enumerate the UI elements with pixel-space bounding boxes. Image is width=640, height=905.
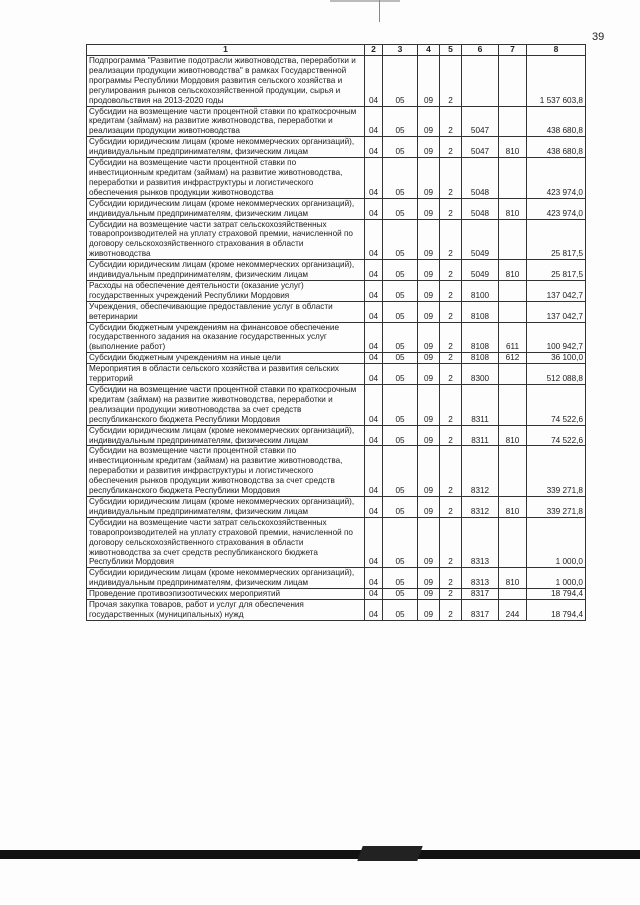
cell-c3: 05 (383, 517, 418, 568)
cell-c7 (499, 280, 527, 301)
table-row (87, 568, 586, 589)
cell-c5: 2 (440, 260, 462, 281)
header-row (87, 45, 586, 56)
cell-c7 (499, 219, 527, 260)
table-row (87, 322, 586, 353)
cell-c5: 2 (440, 353, 462, 364)
table-row (87, 106, 586, 137)
cell-c2: 04 (365, 56, 383, 107)
cell-c3: 05 (383, 158, 418, 199)
cell-c5: 2 (440, 56, 462, 107)
row-description: Субсидии юридическим лицам (кроме некоммерческих организаций), индивидуальным предпринимателям, физическим лицам (87, 260, 365, 281)
cell-c4: 09 (418, 198, 440, 219)
cell-c5: 2 (440, 600, 462, 621)
row-description: Субсидии на возмещение части процентной ставки по инвестиционным кредитам (займам) на развитие животноводства, переработки и развития инфраструктуры и логистического обеспечения рынков продукции животноводства за счет средств республиканского бюджета Республики Мордовия (87, 446, 365, 497)
cell-c3: 05 (383, 219, 418, 260)
cell-c8: 1 000,0 (527, 517, 586, 568)
cell-c3: 05 (383, 496, 418, 517)
cell-c6: 8311 (462, 425, 499, 446)
cell-c3: 05 (383, 425, 418, 446)
table-row (87, 219, 586, 260)
cell-c2: 04 (365, 517, 383, 568)
cell-c7 (499, 589, 527, 600)
table-row (87, 137, 586, 158)
cell-c4: 09 (418, 364, 440, 385)
cell-c8: 423 974,0 (527, 198, 586, 219)
col-header: 2 (365, 45, 383, 56)
cell-c5: 2 (440, 517, 462, 568)
cell-c5: 2 (440, 219, 462, 260)
cell-c5: 2 (440, 137, 462, 158)
cell-c7: 810 (499, 137, 527, 158)
row-description: Мероприятия в области сельского хозяйства и развития сельских территорий (87, 364, 365, 385)
cell-c4: 09 (418, 280, 440, 301)
col-header: 3 (383, 45, 418, 56)
table-row (87, 198, 586, 219)
cell-c8: 512 088,8 (527, 364, 586, 385)
cell-c5: 2 (440, 301, 462, 322)
row-description: Субсидии на возмещение части процентной ставки по краткосрочным кредитам (займам) на развитие животноводства, переработки и реализации продукции животноводства (87, 106, 365, 137)
cell-c7: 810 (499, 425, 527, 446)
cell-c4: 09 (418, 56, 440, 107)
cell-c8: 438 680,8 (527, 106, 586, 137)
cell-c8: 339 271,8 (527, 446, 586, 497)
cell-c3: 05 (383, 198, 418, 219)
cell-c7 (499, 364, 527, 385)
cell-c5: 2 (440, 106, 462, 137)
cell-c2: 04 (365, 446, 383, 497)
cell-c7 (499, 106, 527, 137)
cell-c4: 09 (418, 219, 440, 260)
table-row (87, 446, 586, 497)
cell-c6: 8100 (462, 280, 499, 301)
page-number: 39 (592, 31, 605, 43)
cell-c2: 04 (365, 364, 383, 385)
row-description: Субсидии бюджетным учреждениям на финансовое обеспечение государственного задания на оказание государственных услуг (выполнение работ) (87, 322, 365, 353)
cell-c2: 04 (365, 353, 383, 364)
cell-c7: 810 (499, 260, 527, 281)
cell-c5: 2 (440, 496, 462, 517)
row-description: Субсидии юридическим лицам (кроме некоммерческих организаций), индивидуальным предпринимателям, физическим лицам (87, 496, 365, 517)
cell-c7: 612 (499, 353, 527, 364)
cell-c5: 2 (440, 322, 462, 353)
cell-c8: 25 817,5 (527, 219, 586, 260)
cell-c4: 09 (418, 137, 440, 158)
row-description: Субсидии юридическим лицам (кроме некоммерческих организаций), индивидуальным предпринимателям, физическим лицам (87, 568, 365, 589)
row-description: Субсидии на возмещение части процентной ставки по инвестиционным кредитам (займам) на развитие животноводства, переработки и развития инфраструктуры и логистического обеспечения рынков продукции животноводства (87, 158, 365, 199)
cell-c4: 09 (418, 568, 440, 589)
cell-c5: 2 (440, 158, 462, 199)
cell-c3: 05 (383, 589, 418, 600)
cell-c2: 04 (365, 425, 383, 446)
cell-c6: 8312 (462, 496, 499, 517)
cell-c4: 09 (418, 425, 440, 446)
cell-c4: 09 (418, 517, 440, 568)
cell-c8: 74 522,6 (527, 385, 586, 426)
cell-c4: 09 (418, 446, 440, 497)
cell-c4: 09 (418, 260, 440, 281)
cell-c3: 05 (383, 568, 418, 589)
cell-c5: 2 (440, 364, 462, 385)
cell-c7: 810 (499, 496, 527, 517)
cell-c2: 04 (365, 322, 383, 353)
col-header: 1 (87, 45, 365, 56)
scan-margin-line (379, 0, 380, 22)
cell-c3: 05 (383, 106, 418, 137)
cell-c2: 04 (365, 137, 383, 158)
cell-c6: 8313 (462, 517, 499, 568)
cell-c6: 8108 (462, 353, 499, 364)
cell-c7 (499, 385, 527, 426)
cell-c3: 05 (383, 353, 418, 364)
cell-c6: 5049 (462, 260, 499, 281)
cell-c5: 2 (440, 568, 462, 589)
cell-c5: 2 (440, 198, 462, 219)
cell-c4: 09 (418, 353, 440, 364)
cell-c6: 8317 (462, 600, 499, 621)
cell-c6: 8300 (462, 364, 499, 385)
col-header: 4 (418, 45, 440, 56)
cell-c7 (499, 517, 527, 568)
table-row (87, 425, 586, 446)
cell-c6 (462, 56, 499, 107)
table-row (87, 353, 586, 364)
cell-c6: 5047 (462, 106, 499, 137)
cell-c4: 09 (418, 301, 440, 322)
cell-c3: 05 (383, 301, 418, 322)
cell-c5: 2 (440, 446, 462, 497)
cell-c4: 09 (418, 600, 440, 621)
cell-c4: 09 (418, 589, 440, 600)
table-row (87, 364, 586, 385)
col-header: 8 (527, 45, 586, 56)
table-row (87, 301, 586, 322)
col-header: 7 (499, 45, 527, 56)
row-description: Субсидии на возмещение части процентной ставки по краткосрочным кредитам (займам) на развитие животноводства, переработки и реализации продукции животноводства за счет средств республиканского бюджета Республики Мордовия (87, 385, 365, 426)
cell-c7: 810 (499, 198, 527, 219)
cell-c3: 05 (383, 600, 418, 621)
table-row (87, 158, 586, 199)
table-row (87, 517, 586, 568)
cell-c2: 04 (365, 260, 383, 281)
scan-artifact-top (330, 0, 400, 2)
cell-c6: 8311 (462, 385, 499, 426)
cell-c4: 09 (418, 322, 440, 353)
table-row (87, 600, 586, 621)
cell-c7 (499, 301, 527, 322)
cell-c6: 8312 (462, 446, 499, 497)
cell-c3: 05 (383, 56, 418, 107)
row-description: Субсидии юридическим лицам (кроме некоммерческих организаций), индивидуальным предпринимателям, физическим лицам (87, 137, 365, 158)
row-description: Расходы на обеспечение деятельности (оказание услуг) государственных учреждений Республики Мордовия (87, 280, 365, 301)
row-description: Подпрограмма "Развитие подотрасли животноводства, переработки и реализации продукции животноводства" в рамках Государственной программы Республики Мордовия развития сельского хозяйства и регулирования рынков сельскохозяйственной продукции, сырья и продовольствия на 2013-2020 годы (87, 56, 365, 107)
cell-c2: 04 (365, 496, 383, 517)
cell-c8: 18 794,4 (527, 589, 586, 600)
cell-c8: 1 537 603,8 (527, 56, 586, 107)
cell-c8: 438 680,8 (527, 137, 586, 158)
cell-c5: 2 (440, 280, 462, 301)
row-description: Субсидии бюджетным учреждениям на иные цели (87, 353, 365, 364)
cell-c7 (499, 158, 527, 199)
cell-c8: 339 271,8 (527, 496, 586, 517)
cell-c8: 18 794,4 (527, 600, 586, 621)
cell-c8: 137 042,7 (527, 280, 586, 301)
cell-c6: 8108 (462, 301, 499, 322)
cell-c6: 8108 (462, 322, 499, 353)
cell-c8: 1 000,0 (527, 568, 586, 589)
cell-c6: 8317 (462, 589, 499, 600)
table-row (87, 385, 586, 426)
cell-c2: 04 (365, 198, 383, 219)
table-row (87, 280, 586, 301)
cell-c2: 04 (365, 589, 383, 600)
cell-c3: 05 (383, 280, 418, 301)
cell-c6: 5048 (462, 158, 499, 199)
cell-c5: 2 (440, 385, 462, 426)
budget-table (86, 44, 586, 621)
cell-c3: 05 (383, 322, 418, 353)
table-row (87, 589, 586, 600)
cell-c7 (499, 446, 527, 497)
cell-c5: 2 (440, 589, 462, 600)
col-header: 5 (440, 45, 462, 56)
scan-blot (357, 846, 422, 861)
cell-c3: 05 (383, 385, 418, 426)
cell-c7: 810 (499, 568, 527, 589)
cell-c8: 100 942,7 (527, 322, 586, 353)
table-row (87, 56, 586, 107)
row-description: Проведение противоэпизоотических мероприятий (87, 589, 365, 600)
cell-c2: 04 (365, 301, 383, 322)
cell-c8: 74 522,6 (527, 425, 586, 446)
cell-c6: 5049 (462, 219, 499, 260)
cell-c4: 09 (418, 385, 440, 426)
col-header: 6 (462, 45, 499, 56)
scan-bottom-bar (0, 850, 640, 859)
row-description: Учреждения, обеспечивающие предоставление услуг в области ветеринарии (87, 301, 365, 322)
row-description: Субсидии на возмещение части затрат сельскохозяйственных товаропроизводителей на уплату страховой премии, начисленной по договору сельскохозяйственного страхования в области животноводства за счет средств республиканского бюджета Республики Мордовия (87, 517, 365, 568)
cell-c4: 09 (418, 158, 440, 199)
cell-c2: 04 (365, 600, 383, 621)
row-description: Субсидии юридическим лицам (кроме некоммерческих организаций), индивидуальным предпринимателям, физическим лицам (87, 425, 365, 446)
cell-c3: 05 (383, 137, 418, 158)
cell-c7: 611 (499, 322, 527, 353)
cell-c2: 04 (365, 280, 383, 301)
cell-c6: 5047 (462, 137, 499, 158)
cell-c2: 04 (365, 568, 383, 589)
cell-c5: 2 (440, 425, 462, 446)
cell-c4: 09 (418, 496, 440, 517)
cell-c8: 423 974,0 (527, 158, 586, 199)
row-description: Прочая закупка товаров, работ и услуг для обеспечения государственных (муниципальных) нужд (87, 600, 365, 621)
cell-c8: 137 042,7 (527, 301, 586, 322)
cell-c2: 04 (365, 106, 383, 137)
cell-c7: 244 (499, 600, 527, 621)
row-description: Субсидии юридическим лицам (кроме некоммерческих организаций), индивидуальным предпринимателям, физическим лицам (87, 198, 365, 219)
cell-c8: 36 100,0 (527, 353, 586, 364)
cell-c6: 5048 (462, 198, 499, 219)
row-description: Субсидии на возмещение части затрат сельскохозяйственных товаропроизводителей на уплату страховой премии, начисленной по договору сельскохозяйственного страхования в области животноводства (87, 219, 365, 260)
cell-c8: 25 817,5 (527, 260, 586, 281)
cell-c4: 09 (418, 106, 440, 137)
cell-c3: 05 (383, 446, 418, 497)
cell-c6: 8313 (462, 568, 499, 589)
table-row (87, 260, 586, 281)
cell-c2: 04 (365, 158, 383, 199)
cell-c2: 04 (365, 385, 383, 426)
cell-c7 (499, 56, 527, 107)
table-row (87, 496, 586, 517)
cell-c3: 05 (383, 364, 418, 385)
cell-c2: 04 (365, 219, 383, 260)
cell-c3: 05 (383, 260, 418, 281)
